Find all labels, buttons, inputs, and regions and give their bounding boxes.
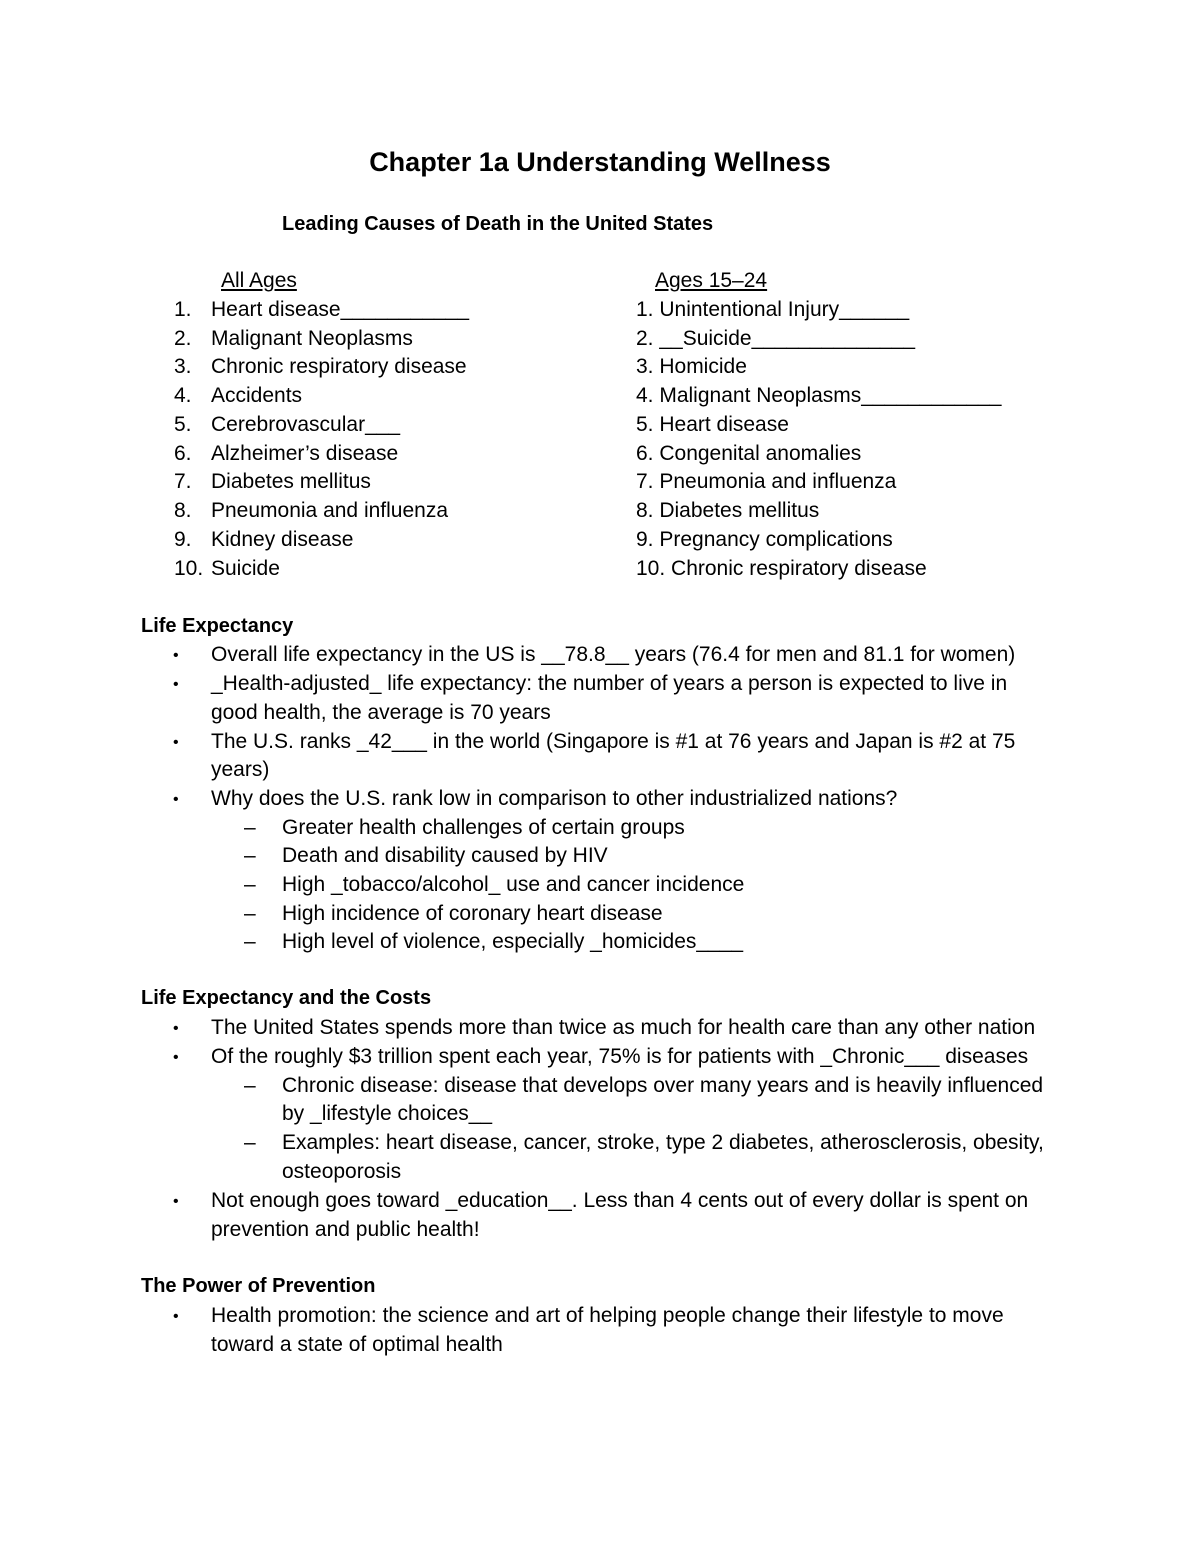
life-exp-bullet-2: _Health-adjusted_ life expectancy: the number of years a person is expected to live in xyxy=(211,672,1008,695)
bullet-icon: • xyxy=(173,791,179,808)
dash-icon: – xyxy=(244,1074,256,1097)
dash-icon: – xyxy=(244,844,256,867)
life-exp-bullet-3: The U.S. ranks _42___ in the world (Singapore is #1 at 76 years and Japan is #2 at 75 xyxy=(211,730,1016,753)
ages-15-24-item-5: 5. Heart disease xyxy=(636,413,789,436)
reason-1: Greater health challenges of certain groups xyxy=(282,816,685,839)
bullet-icon: • xyxy=(173,1020,179,1037)
ages-15-24-item-2: 2. __Suicide______________ xyxy=(636,327,916,350)
costs-line-2: Of the roughly $3 trillion spent each year, 75% is for patients with _Chronic___ diseases xyxy=(211,1045,1029,1068)
prevention-line-1: Health promotion: the science and art of helping people change their lifestyle to move xyxy=(211,1304,1004,1327)
dash-icon: – xyxy=(244,873,256,896)
life-exp-bullet-4: Why does the U.S. rank low in comparison to other industrialized nations? xyxy=(211,787,898,810)
reason-4: High incidence of coronary heart disease xyxy=(282,902,663,925)
costs-line-5-cont: prevention and public health! xyxy=(211,1218,480,1241)
life-expectancy-heading: Life Expectancy xyxy=(141,615,294,637)
costs-line-5: Not enough goes toward _education__. Less than 4 cents out of every dollar is spent on xyxy=(211,1189,1029,1212)
all-ages-item-1: Heart disease___________ xyxy=(211,298,470,321)
reason-3: High _tobacco/alcohol_ use and cancer incidence xyxy=(282,873,745,896)
costs-line-4: Examples: heart disease, cancer, stroke, type 2 diabetes, atherosclerosis, obesity, xyxy=(282,1131,1044,1154)
all-ages-item-3: Chronic respiratory disease xyxy=(211,355,467,378)
bullet-icon: • xyxy=(173,1308,179,1325)
ages-15-24-item-3: 3. Homicide xyxy=(636,355,747,378)
all-ages-num-7: 7. xyxy=(174,470,192,493)
ages-15-24-item-6: 6. Congenital anomalies xyxy=(636,442,862,465)
reason-2: Death and disability caused by HIV xyxy=(282,844,608,867)
all-ages-num-8: 8. xyxy=(174,499,192,522)
life-exp-bullet-2-cont: good health, the average is 70 years xyxy=(211,701,551,724)
bullet-icon: • xyxy=(173,676,179,693)
ages-15-24-item-1: 1. Unintentional Injury______ xyxy=(636,298,910,321)
all-ages-item-9: Kidney disease xyxy=(211,528,354,551)
bullet-icon: • xyxy=(173,647,179,664)
all-ages-num-10: 10. xyxy=(174,557,204,580)
life-exp-bullet-1: Overall life expectancy in the US is __78.8__ years (76.4 for men and 81.1 for women) xyxy=(211,643,1016,666)
all-ages-heading: All Ages xyxy=(221,269,297,292)
page-subtitle: Leading Causes of Death in the United States xyxy=(282,213,714,235)
dash-icon: – xyxy=(244,1131,256,1154)
all-ages-item-5: Cerebrovascular___ xyxy=(211,413,401,436)
costs-line-3: Chronic disease: disease that develops over many years and is heavily influenced xyxy=(282,1074,1044,1097)
all-ages-num-4: 4. xyxy=(174,384,192,407)
costs-line-1: The United States spends more than twice as much for health care than any other nation xyxy=(211,1016,1036,1039)
all-ages-num-5: 5. xyxy=(174,413,192,436)
ages-15-24-item-10: 10. Chronic respiratory disease xyxy=(636,557,927,580)
costs-line-3-cont: by _lifestyle choices__ xyxy=(282,1102,493,1125)
all-ages-item-4: Accidents xyxy=(211,384,303,407)
bullet-icon: • xyxy=(173,734,179,751)
life-exp-bullet-3-cont: years) xyxy=(211,758,270,781)
page-title: Chapter 1a Understanding Wellness xyxy=(369,147,831,177)
all-ages-num-2: 2. xyxy=(174,327,192,350)
ages-15-24-item-4: 4. Malignant Neoplasms____________ xyxy=(636,384,1002,407)
ages-15-24-item-8: 8. Diabetes mellitus xyxy=(636,499,820,522)
ages-15-24-item-9: 9. Pregnancy complications xyxy=(636,528,893,551)
bullet-icon: • xyxy=(173,1049,179,1066)
ages-15-24-heading: Ages 15–24 xyxy=(655,269,768,292)
dash-icon: – xyxy=(244,902,256,925)
dash-icon: – xyxy=(244,816,256,839)
dash-icon: – xyxy=(244,930,256,953)
reason-5: High level of violence, especially _homicides____ xyxy=(282,930,744,953)
bullet-icon: • xyxy=(173,1193,179,1210)
all-ages-num-1: 1. xyxy=(174,298,192,321)
all-ages-item-10: Suicide xyxy=(211,557,280,580)
costs-line-4-cont: osteoporosis xyxy=(282,1160,402,1183)
all-ages-num-9: 9. xyxy=(174,528,192,551)
all-ages-item-8: Pneumonia and influenza xyxy=(211,499,449,522)
all-ages-item-7: Diabetes mellitus xyxy=(211,470,371,493)
prevention-heading: The Power of Prevention xyxy=(141,1275,376,1297)
costs-heading: Life Expectancy and the Costs xyxy=(141,987,432,1009)
prevention-line-1-cont: toward a state of optimal health xyxy=(211,1333,503,1356)
ages-15-24-item-7: 7. Pneumonia and influenza xyxy=(636,470,897,493)
all-ages-num-3: 3. xyxy=(174,355,192,378)
all-ages-item-2: Malignant Neoplasms xyxy=(211,327,413,350)
all-ages-item-6: Alzheimer’s disease xyxy=(211,442,399,465)
all-ages-num-6: 6. xyxy=(174,442,192,465)
